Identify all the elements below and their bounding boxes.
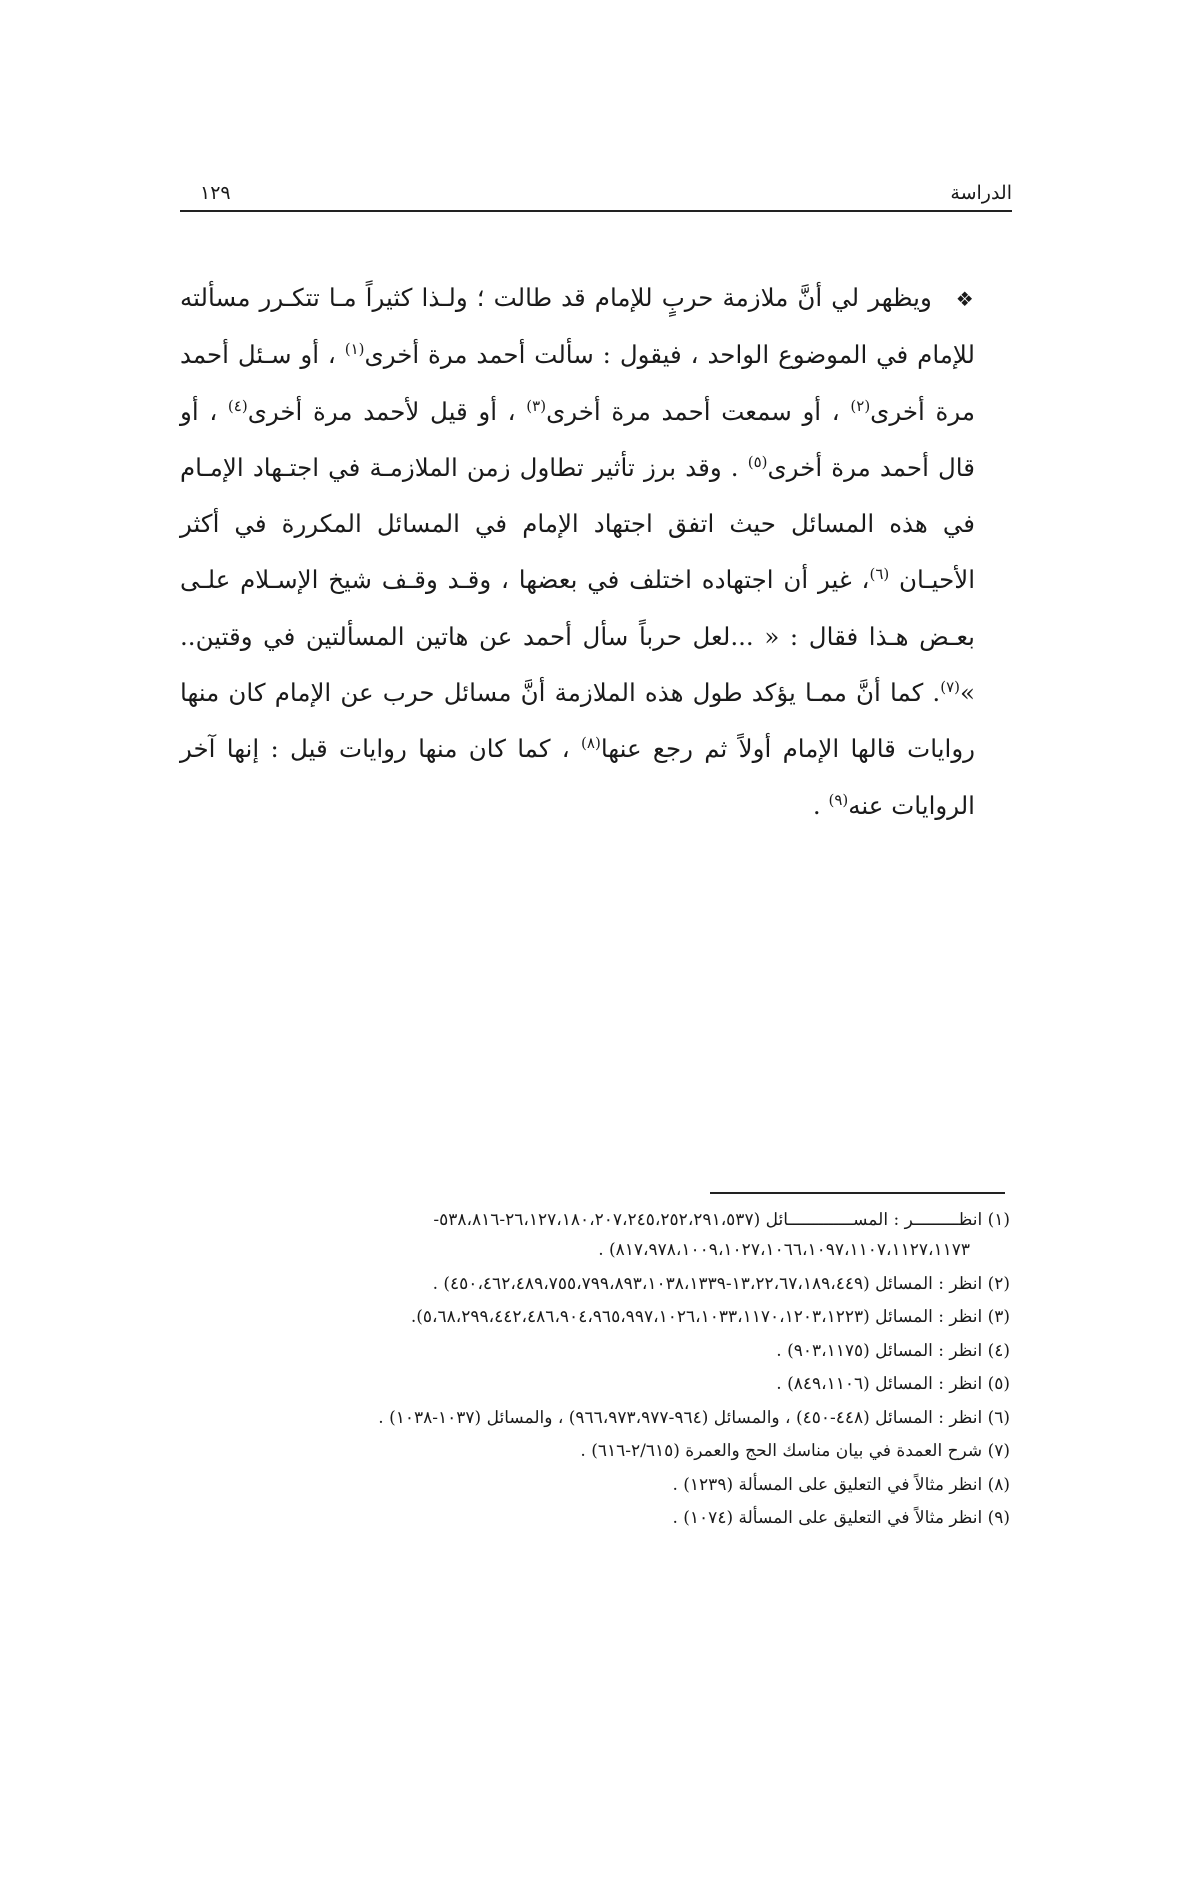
section-title: الدراسة: [950, 182, 1012, 204]
bullet-ornament-icon: ❖: [955, 287, 975, 311]
footnote-ref: (٦): [869, 565, 890, 584]
footnote-item: (٥) انظر : المسائل (٨٤٩،١١٠٦) .: [776, 1374, 1010, 1394]
footnote-item: (٧) شرح العمدة في بيان مناسك الحج والعمرة (٢/٦١٥-٦١٦) .: [580, 1441, 1010, 1461]
text-segment: ، كما كان منها روايات قيل : إنها آخر الروايات عنه: [180, 734, 975, 820]
page-header: [180, 172, 1012, 212]
footnote-item: (٤) انظر : المسائل (٩٠٣،١١٧٥) .: [776, 1340, 1010, 1361]
footnote-ref: (١): [344, 340, 365, 359]
text-segment: .: [812, 790, 821, 820]
text-segment: ، غير أن اجتهاده اختلف في بعضها ، وقـد وقـف شيخ الإسـلام علـى بعـض هـذا فقال : « ...لعل حرباً سأل أحمد عن هاتين المسألتين في وقتين.. »: [180, 565, 975, 708]
main-paragraph: [180, 270, 975, 834]
text-segment: . كما أنَّ ممـا يؤكد طول هذه الملازمة أنَّ مسائل حرب عن الإمام كان منها روايات قالها الإمام أولاً ثم رجع عنها: [180, 678, 975, 764]
text-segment: ، أو قال أحمد مرة أخرى: [180, 396, 975, 482]
footnote-item: (٢) انظر : المسائل (١٣،٢٢،٦٧،١٨٩،٤٤٩-٤٥٠،٤٦٢،٤٨٩،٧٥٥،٧٩٩،٨٩٣،١٠٣٨،١٣٣٩) .: [432, 1273, 1010, 1294]
footnote-item: [170, 1205, 1010, 1265]
text-segment: ، أو سمعت أحمد مرة أخرى: [546, 396, 840, 426]
text-segment: ويظهر لي أنَّ ملازمة حربٍ للإمام قد طالت ؛ ولـذا كثيراً مـا تتكـرر مسألته للإمام في الموضوع الواحد ، فيقول : سألت أحمد مرة أخرى: [180, 283, 975, 370]
footnote-item: (٦) انظر : المسائل (٤٤٨-٤٥٠) ، والمسائل (٩٦٤-٩٦٦،٩٧٣،٩٧٧) ، والمسائل (١٠٣٧-١٠٣٨) .: [378, 1407, 1010, 1428]
text-segment: . وقد برز تأثير تطاول زمن الملازمـة في اجتـهاد الإمـام في هذه المسائل حيث اتفق اجتهاد الإمام في المسائل المكررة في أكثر الأحيـان: [180, 452, 975, 595]
footnote-ref: (٣): [526, 396, 547, 415]
footnote-ref: (٢): [850, 396, 871, 415]
footnote-ref: (٩): [828, 790, 849, 809]
text-segment: ، أو سـئل أحمد مرة أخرى: [180, 340, 975, 426]
footnote-ref: (٤): [227, 396, 248, 415]
footnote-item: (٨) انظر مثالاً في التعليق على المسألة (١٢٣٩) .: [672, 1474, 1010, 1495]
footnote-item: (٩) انظر مثالاً في التعليق على المسألة (١٠٧٤) .: [672, 1508, 1010, 1528]
footnotes-list: [170, 1205, 1010, 1537]
text-segment: ، أو قيل لأحمد مرة أخرى: [247, 396, 516, 426]
footnote-ref: (٧): [940, 677, 960, 696]
footnote-item: (٣) انظر : المسائل (٥،٦٨،٢٩٩،٤٤٢،٤٨٦،٩٠٤،٩٦٥،٩٩٧،١٠٢٦،١٠٣٣،١١٧٠،١٢٠٣،١٢٢٣).: [410, 1307, 1010, 1327]
footnote-ref: (٥): [747, 452, 768, 471]
footnote-ref: (٨): [581, 734, 601, 753]
footnote-text: (١) انظـــــــــر : المســـــــــــــائل (٢٦،١٢٧،١٨٠،٢٠٧،٢٤٥،٢٥٢،٢٩١،٥٣٧-٥٣٨،٨١٦-: [433, 1210, 1010, 1230]
footnote-text-continued: ٨١٧،٩٧٨،١٠٠٩،١٠٢٧،١٠٦٦،١٠٩٧،١١٠٧،١١٢٧،١١٧٣) .: [598, 1240, 970, 1260]
page-number: ١٢٩: [200, 182, 231, 204]
footnote-separator: [710, 1192, 1005, 1194]
